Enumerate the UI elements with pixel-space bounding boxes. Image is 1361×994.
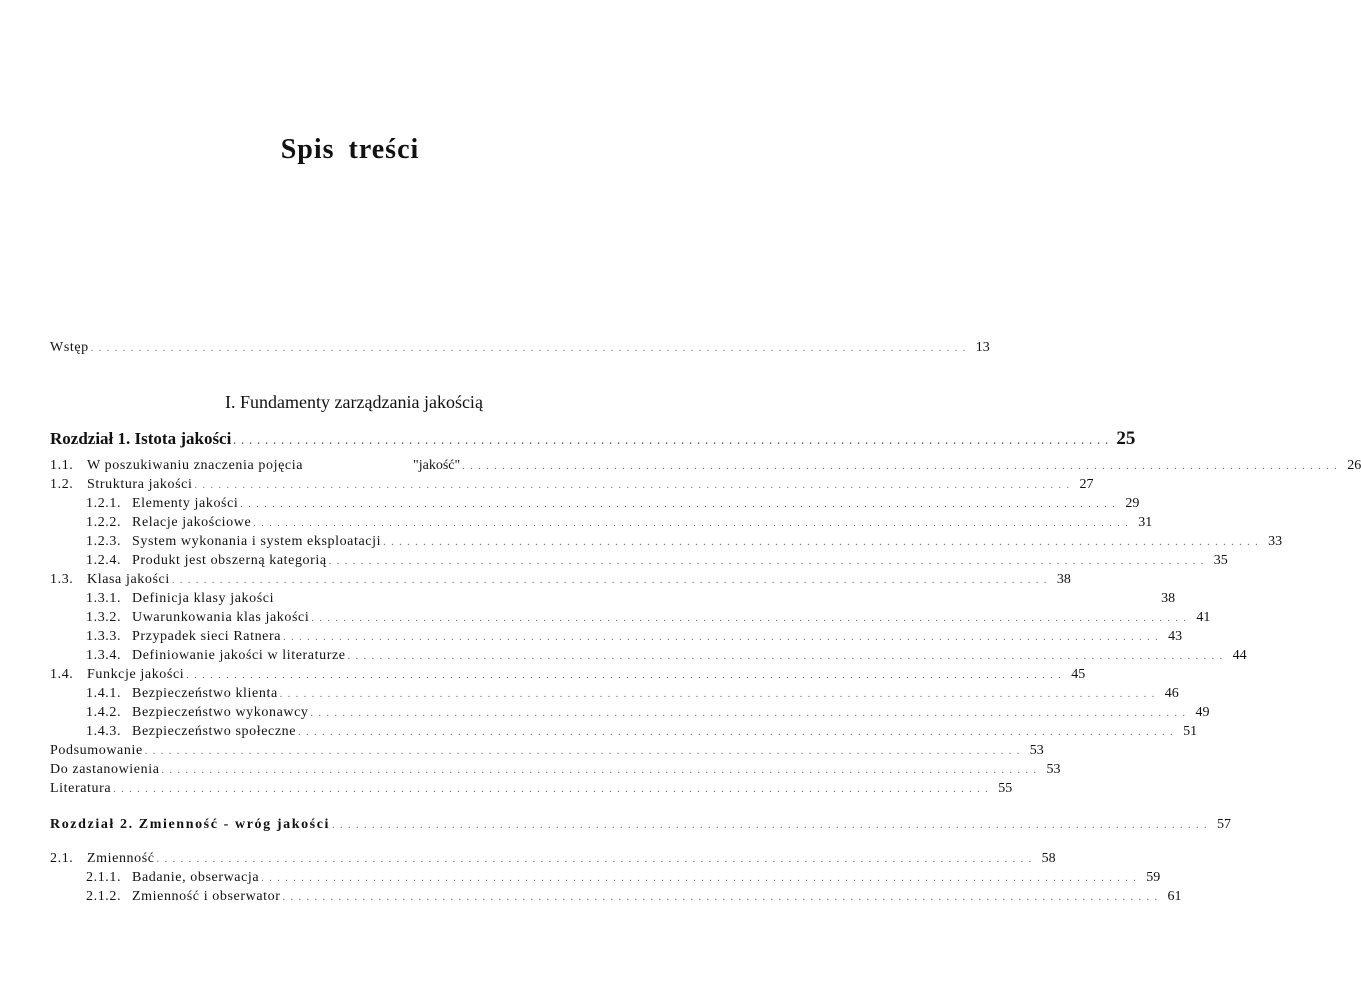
toc-entry-1-4 [50,667,1086,687]
toc-entry-1-2-2 [86,515,1153,535]
toc-entry-number: 1.3. [50,572,74,587]
toc-entry-page: 55 [998,781,1013,796]
toc-entry-1-4-1 [86,686,1179,706]
toc-entry-1-2-1 [86,496,1140,516]
leader-dots: .............................................................................................................. [156,854,1037,865]
leader-dots: .............................................................................................................. [161,765,1042,776]
toc-entry-do-zastanowienia [50,762,1061,782]
toc-entry-text: Zmienność [87,851,155,866]
leader-dots: .............................................................................................................. [279,689,1160,700]
toc-entry-text: Rozdział 2. Zmienność - wróg jakości [50,817,331,832]
leader-dots: .............................................................................................................. [90,343,971,354]
toc-entry-text: Definicja klasy jakości [132,591,275,606]
toc-entry-text: Rozdział 1. Istota jakości [50,429,232,448]
toc-entry-text: Wstęp [50,340,89,355]
toc-entry-number: 1.1. [50,458,74,473]
toc-entry-number: 1.4.2. [86,705,122,720]
toc-entry-number: 2.1.1. [86,870,122,885]
toc-entry-text: Do zastanowienia [50,762,160,777]
toc-entry-page: 38 [1161,591,1176,606]
toc-entry-text: Literatura [50,781,112,796]
toc-entry-text: Zmienność i obserwator [132,889,281,904]
toc-entry-1-3-3 [86,629,1183,649]
toc-entry-page: 13 [975,340,990,355]
toc-entry-2-1 [50,851,1056,871]
toc-entry-number: 2.1.2. [86,889,122,904]
leader-dots: .............................................................................................................. [194,480,1075,491]
leader-dots: .............................................................................................................. [298,727,1179,738]
leader-dots: .............................................................................................................. [261,873,1142,884]
toc-entry-number: 1.3.2. [86,610,122,625]
toc-entry-text: Badanie, obserwacja [132,870,260,885]
toc-entry-page: 45 [1071,667,1086,682]
toc-entry-text: Uwarunkowania klas jakości [132,610,310,625]
toc-entry-number: 1.4.1. [86,686,122,701]
leader-dots: .............................................................................................................. [171,575,1052,586]
toc-entry-page: 31 [1138,515,1153,530]
leader-dots: .............................................................................................................. [144,746,1025,757]
toc-entry-page: 26 [1347,458,1361,473]
leader-dots: .............................................................................................................. [283,632,1164,643]
toc-entry-text: Podsumowanie [50,743,143,758]
leader-dots: .............................................................................................................. [233,436,1114,447]
leader-dots: .............................................................................................................. [240,499,1121,510]
leader-dots: .............................................................................................................. [328,556,1209,567]
leader-dots: .............................................................................................................. [186,670,1067,681]
toc-entry-number: 1.2.1. [86,496,122,511]
toc-entry-literatura [50,781,1013,801]
toc-entry-page: 58 [1041,851,1056,866]
toc-entry-text: Definiowanie jakości w literaturze [132,648,346,663]
toc-entry-page: 27 [1079,477,1094,492]
toc-entry-page: 29 [1125,496,1140,511]
toc-entry-text: W poszukiwaniu znaczenia pojęcia [87,458,304,473]
toc-entry-page: 44 [1232,648,1247,663]
toc-entry-page: 57 [1217,817,1232,832]
toc-entry-1-2 [50,477,1094,497]
toc-entry-number: 1.4. [50,667,74,682]
toc-entry-text: Klasa jakości [87,572,170,587]
toc-chapter-2 [50,817,1232,837]
toc-chapter-1 [50,428,1136,449]
toc-entry-number: 1.3.4. [86,648,122,663]
toc-entry-1-3 [50,572,1071,592]
toc-entry-text: Struktura jakości [87,477,193,492]
toc-entry-number: 1.3.1. [86,591,122,606]
toc-entry-page: 59 [1146,870,1161,885]
toc-entry-page: 51 [1183,724,1198,739]
toc-entry-page: 49 [1195,705,1210,720]
leader-dots: .............................................................................................................. [383,537,1264,548]
leader-dots: .............................................................................................................. [113,784,994,795]
leader-dots: .............................................................................................................. [282,892,1163,903]
toc-entry-text: Elementy jakości [132,496,239,511]
toc-entry-2-1-1 [86,870,1161,890]
toc-entry-number: 1.2. [50,477,74,492]
toc-entry-text: Bezpieczeństwo klienta [132,686,278,701]
toc-entry-text: Bezpieczeństwo społeczne [132,724,297,739]
toc-entry-page: 53 [1046,762,1061,777]
leader-dots: .............................................................................................................. [310,708,1191,719]
toc-entry-number: 1.2.2. [86,515,122,530]
toc-entry-page: 35 [1213,553,1228,568]
toc-entry-1-3-4 [86,648,1247,668]
toc-entry-1-4-3 [86,724,1198,744]
toc-entry-quote: "jakość" [413,458,461,473]
toc-entry-number: 1.2.3. [86,534,122,549]
toc-entry-page: 25 [1116,428,1136,449]
toc-entry-text: Relacje jakościowe [132,515,252,530]
toc-entry-podsumowanie [50,743,1044,763]
toc-entry-1-3-1 [86,591,1176,611]
leader-dots: .............................................................................................................. [253,518,1134,529]
leader-dots: .............................................................................................................. [462,461,1343,472]
toc-entry-page: 53 [1029,743,1044,758]
toc-heading: Spis treści [280,134,420,165]
toc-entry-page: 33 [1268,534,1283,549]
leader-dots: .............................................................................................................. [311,613,1192,624]
toc-entry-1-1 [50,458,1361,478]
toc-entry-page: 43 [1168,629,1183,644]
toc-entry-1-2-3 [86,534,1283,554]
toc-entry-text: System wykonania i system eksploatacji [132,534,382,549]
toc-entry-text: Przypadek sieci Ratnera [132,629,282,644]
toc-entry-text: Produkt jest obszerną kategorią [132,553,327,568]
toc-entry-page: 38 [1056,572,1071,587]
toc-entry-1-2-4 [86,553,1228,573]
toc-entry-number: 1.3.3. [86,629,122,644]
toc-entry-text: Funkcje jakości [87,667,185,682]
toc-entry-1-4-2 [86,705,1210,725]
leader-dots: .............................................................................................................. [347,651,1228,662]
toc-entry-number: 1.4.3. [86,724,122,739]
part-title: I. Fundamenty zarządzania jakością [225,392,483,412]
toc-entry-page: 46 [1164,686,1179,701]
toc-entry-1-3-2 [86,610,1211,630]
toc-entry-text: Bezpieczeństwo wykonawcy [132,705,309,720]
toc-entry-number: 1.2.4. [86,553,122,568]
toc-entry-wstep [50,340,990,360]
toc-entry-page: 61 [1167,889,1182,904]
leader-dots: .............................................................................................................. [332,820,1213,831]
toc-entry-number: 2.1. [50,851,74,866]
toc-entry-2-1-2 [86,889,1182,909]
toc-entry-page: 41 [1196,610,1211,625]
